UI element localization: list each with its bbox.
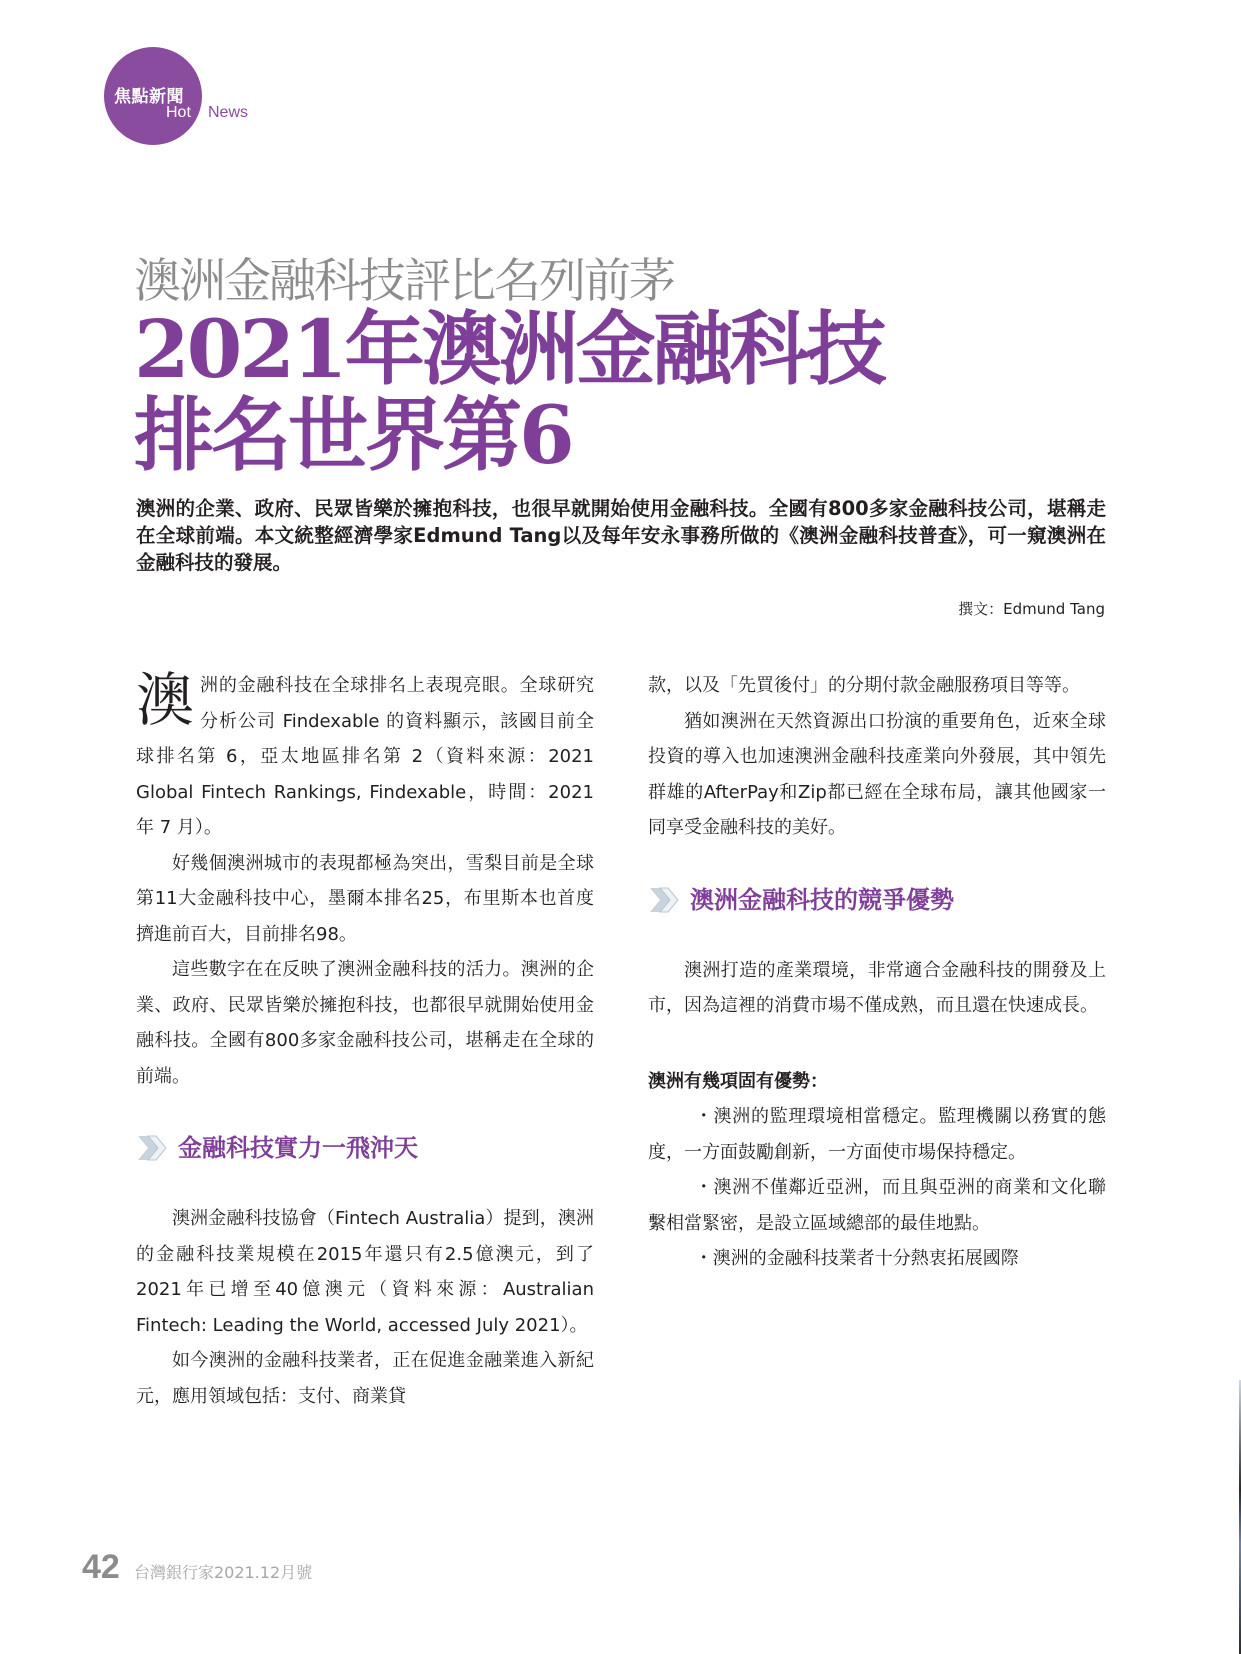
left-column	[136, 668, 594, 1414]
publication-name: 台灣銀行家2021.12月號	[134, 1563, 313, 1582]
paragraph-3: 這些數字在在反映了澳洲金融科技的活力。澳洲的企業、政府、民眾皆樂於擁抱科技，也都很早就開始使用金融科技。全國有800多家金融科技公司，堪稱走在全球的前端。	[136, 959, 594, 1087]
badge-label-zh: 焦點新聞	[114, 87, 184, 107]
section-title-2: 澳洲金融科技的競爭優勢	[690, 885, 954, 914]
bullet-item: ・澳洲不僅鄰近亞洲，而且與亞洲的商業和文化聯繫相當緊密，是設立區域總部的最佳地點。	[648, 1177, 1106, 1234]
bullet-item: ・澳洲的金融科技業者十分熱衷拓展國際	[694, 1248, 1019, 1269]
double-chevron-icon	[136, 1134, 170, 1162]
paragraph-7: 猶如澳洲在天然資源出口扮演的重要角色，近來全球投資的導入也加速澳洲金融科技產業向外發展，其中領先群雄的AfterPay和Zip都已經在全球布局，讓其他國家一同享受金融科技的美好。	[648, 710, 1106, 838]
paragraph-1: 澳洲的金融科技在全球排名上表現亮眼。全球研究分析公司 Findexable 的資料顯示，該國目前全球排名第 6，亞太地區排名第 2（資料來源：2021 Global Fintech Rankings, Findexable，時間：2021 年 7 月）。	[136, 666, 594, 838]
page-number: 42	[82, 1548, 120, 1586]
title-line-1: 2021年澳洲金融科技	[134, 302, 884, 396]
article-kicker: 澳洲金融科技評比名列前茅	[134, 254, 674, 309]
section-heading-2	[648, 882, 1106, 918]
paragraph-2: 好幾個澳洲城市的表現都極為突出，雪梨目前是全球第11大金融科技中心，墨爾本排名25，布里斯本也首度擠進前百大，目前排名98。	[136, 852, 594, 945]
bullet-item: ・澳洲的監理環境相當穩定。監理機關以務實的態度，一方面鼓勵創新，一方面使市場保持穩定。	[648, 1106, 1106, 1163]
paragraph-8: 澳洲打造的產業環境，非常適合金融科技的開發及上市，因為這裡的消費市場不僅成熟，而且還在快速成長。	[648, 959, 1106, 1016]
article-lead: 澳洲的企業、政府、民眾皆樂於擁抱科技，也很早就開始使用金融科技。全國有800多家金融科技公司，堪稱走在全球前端。本文統整經濟學家Edmund Tang以及每年安永事務所做的《澳洲金融科技普查》，可一窺澳洲在金融科技的發展。	[136, 497, 1106, 574]
double-chevron-icon	[648, 886, 682, 914]
byline: 撰文：Edmund Tang	[958, 600, 1105, 618]
drop-cap: 澳	[136, 666, 195, 734]
title-line-2: 排名世界第6	[134, 388, 572, 482]
section-title-1: 金融科技實力一飛沖天	[178, 1134, 418, 1162]
article-title	[134, 302, 884, 482]
paragraph-6: 款，以及「先買後付」的分期付款金融服務項目等等。	[648, 675, 1080, 696]
badge-label-news: News	[208, 104, 249, 121]
badge-label-hot: Hot	[166, 104, 191, 121]
advantages-subhead: 澳洲有幾項固有優勢：	[648, 1070, 828, 1092]
paragraph-4: 澳洲金融科技協會（Fintech Australia）提到，澳洲的金融科技業規模在2015年還只有2.5億澳元，到了2021年已增至40億澳元（資料來源：Australian Fintech: Leading the World, accessed July 2021）。	[136, 1208, 594, 1336]
paragraph-5: 如今澳洲的金融科技業者，正在促進金融業進入新紀元，應用領域包括：支付、商業貸	[136, 1350, 594, 1407]
right-column	[648, 668, 1106, 1277]
section-heading-1	[136, 1130, 594, 1166]
